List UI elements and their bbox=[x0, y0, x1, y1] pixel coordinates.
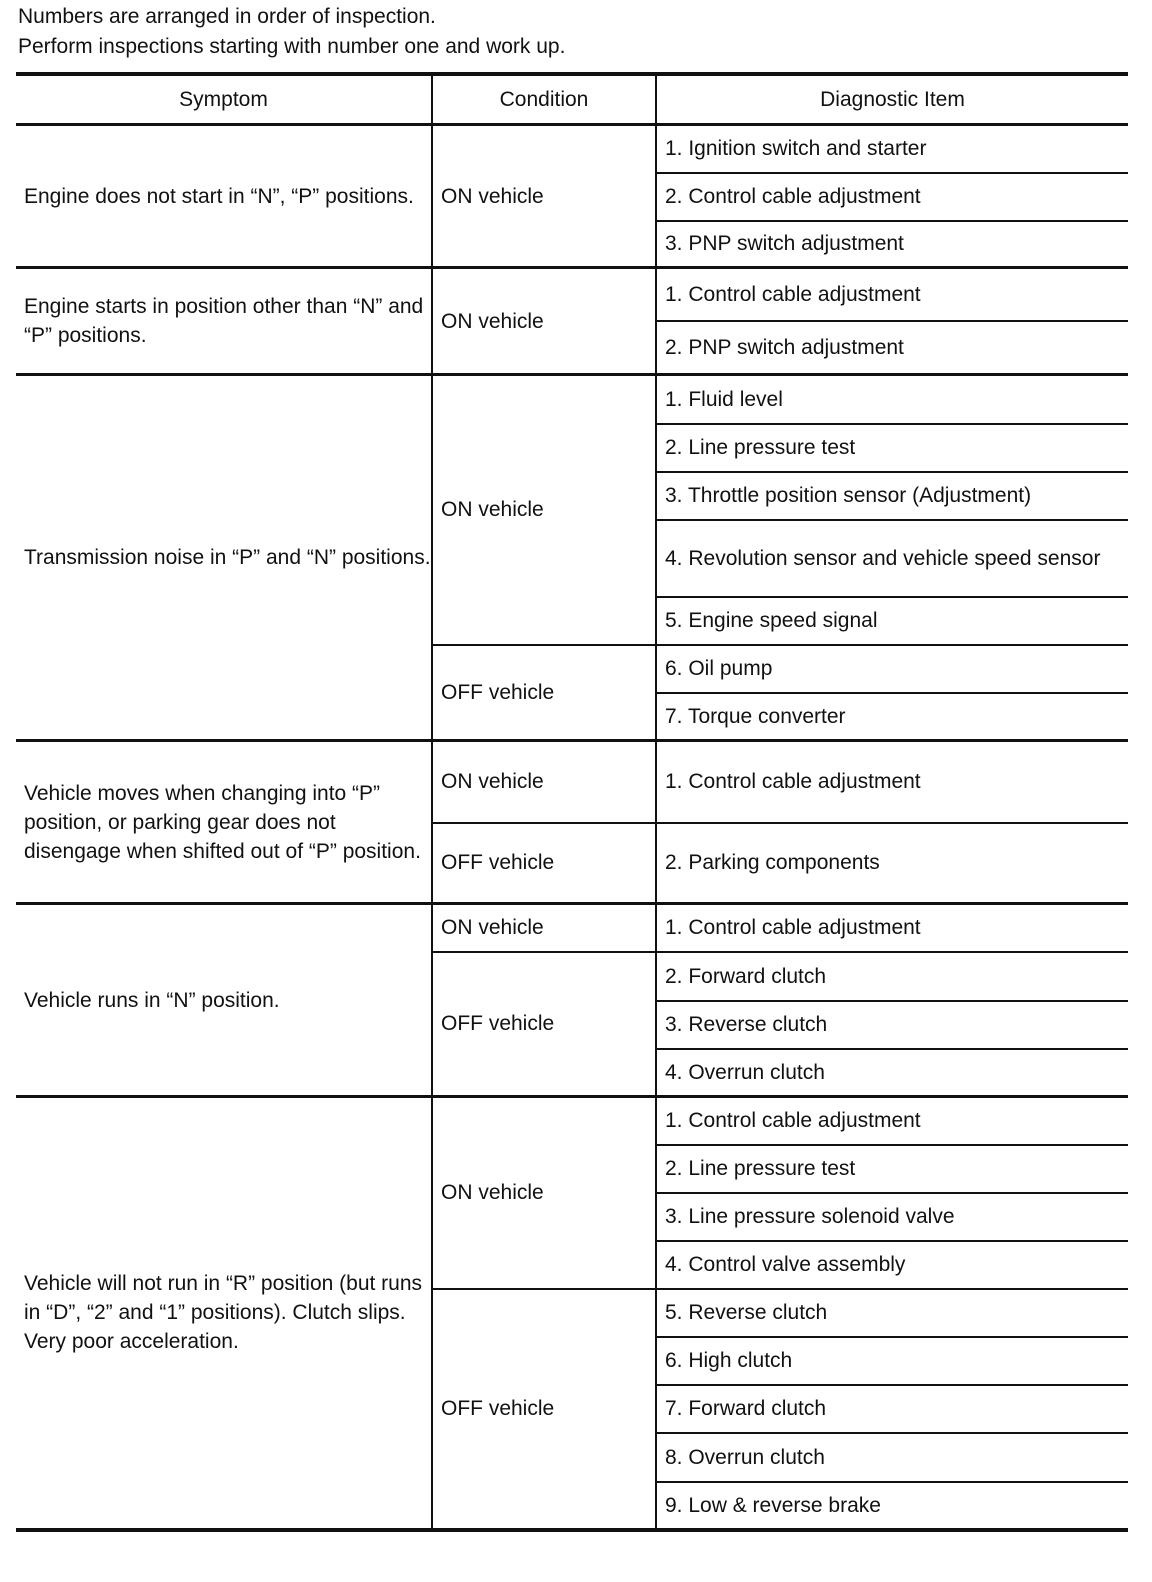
condition-cell: ON vehicle bbox=[432, 268, 656, 375]
intro-note bbox=[18, 2, 565, 62]
symptom-cell: Vehicle moves when changing into “P” position, or parking gear does not disengage when shifted out of “P” position. bbox=[16, 741, 432, 904]
diagnostic-item-cell: 2. PNP switch adjustment bbox=[656, 321, 1128, 375]
table-row bbox=[16, 268, 1128, 321]
symptom-cell: Engine starts in position other than “N” and “P” positions. bbox=[16, 268, 432, 375]
diagnostic-item-cell: 5. Reverse clutch bbox=[656, 1289, 1128, 1337]
condition-cell: ON vehicle bbox=[432, 741, 656, 823]
intro-line-1: Numbers are arranged in order of inspection. bbox=[18, 5, 436, 28]
diagnostic-item-cell: 4. Control valve assembly bbox=[656, 1241, 1128, 1289]
intro-line-2: Perform inspections starting with number one and work up. bbox=[18, 35, 566, 58]
diagnostic-item-cell: 2. Parking components bbox=[656, 823, 1128, 904]
symptom-cell: Vehicle will not run in “R” position (but runs in “D”, “2” and “1” positions). Clutch slips. Very poor acceleration. bbox=[16, 1097, 432, 1530]
symptom-cell: Engine does not start in “N”, “P” positions. bbox=[16, 125, 432, 268]
header-condition: Condition bbox=[432, 74, 656, 125]
diagnostic-item-cell: 7. Forward clutch bbox=[656, 1385, 1128, 1433]
table-row bbox=[16, 125, 1128, 173]
diagnostic-table bbox=[16, 72, 1128, 1532]
diagnostic-item-cell: 1. Control cable adjustment bbox=[656, 1097, 1128, 1145]
condition-cell: OFF vehicle bbox=[432, 823, 656, 904]
diagnostic-item-cell: 9. Low & reverse brake bbox=[656, 1482, 1128, 1530]
diagnostic-item-cell: 2. Line pressure test bbox=[656, 424, 1128, 472]
symptom-cell: Vehicle runs in “N” position. bbox=[16, 904, 432, 1097]
table-row bbox=[16, 741, 1128, 823]
diagnostic-item-cell: 1. Control cable adjustment bbox=[656, 741, 1128, 823]
diagnostic-item-cell: 6. High clutch bbox=[656, 1337, 1128, 1385]
diagnostic-item-cell: 2. Forward clutch bbox=[656, 952, 1128, 1001]
header-diagnostic-item: Diagnostic Item bbox=[656, 74, 1128, 125]
diagnostic-item-cell: 3. Line pressure solenoid valve bbox=[656, 1193, 1128, 1241]
condition-cell: ON vehicle bbox=[432, 904, 656, 952]
diagnostic-item-cell: 2. Control cable adjustment bbox=[656, 173, 1128, 221]
diagnostic-item-cell: 1. Control cable adjustment bbox=[656, 904, 1128, 952]
table-row bbox=[16, 904, 1128, 952]
diagnostic-item-cell: 4. Revolution sensor and vehicle speed sensor bbox=[656, 520, 1128, 597]
table-row bbox=[16, 375, 1128, 424]
condition-cell: OFF vehicle bbox=[432, 1289, 656, 1530]
diagnostic-item-cell: 4. Overrun clutch bbox=[656, 1049, 1128, 1097]
condition-cell: OFF vehicle bbox=[432, 952, 656, 1097]
condition-cell: ON vehicle bbox=[432, 1097, 656, 1289]
diagnostic-item-cell: 3. Reverse clutch bbox=[656, 1001, 1128, 1049]
header-symptom: Symptom bbox=[16, 74, 432, 125]
condition-cell: OFF vehicle bbox=[432, 645, 656, 741]
diagnostic-item-cell: 2. Line pressure test bbox=[656, 1145, 1128, 1193]
diagnostic-item-cell: 1. Control cable adjustment bbox=[656, 268, 1128, 321]
diagnostic-item-cell: 8. Overrun clutch bbox=[656, 1433, 1128, 1482]
table-row bbox=[16, 1097, 1128, 1145]
diagnostic-item-cell: 3. PNP switch adjustment bbox=[656, 221, 1128, 268]
diagnostic-item-cell: 5. Engine speed signal bbox=[656, 597, 1128, 645]
diagnostic-item-cell: 6. Oil pump bbox=[656, 645, 1128, 693]
condition-cell: ON vehicle bbox=[432, 375, 656, 645]
condition-cell: ON vehicle bbox=[432, 125, 656, 268]
diagnostic-item-cell: 1. Ignition switch and starter bbox=[656, 125, 1128, 173]
diagnostic-item-cell: 3. Throttle position sensor (Adjustment) bbox=[656, 472, 1128, 520]
header-row bbox=[16, 74, 1128, 125]
table-body bbox=[16, 125, 1128, 1530]
diagnostic-item-cell: 1. Fluid level bbox=[656, 375, 1128, 424]
symptom-cell: Transmission noise in “P” and “N” positions. bbox=[16, 375, 432, 741]
diagnostic-item-cell: 7. Torque converter bbox=[656, 693, 1128, 741]
